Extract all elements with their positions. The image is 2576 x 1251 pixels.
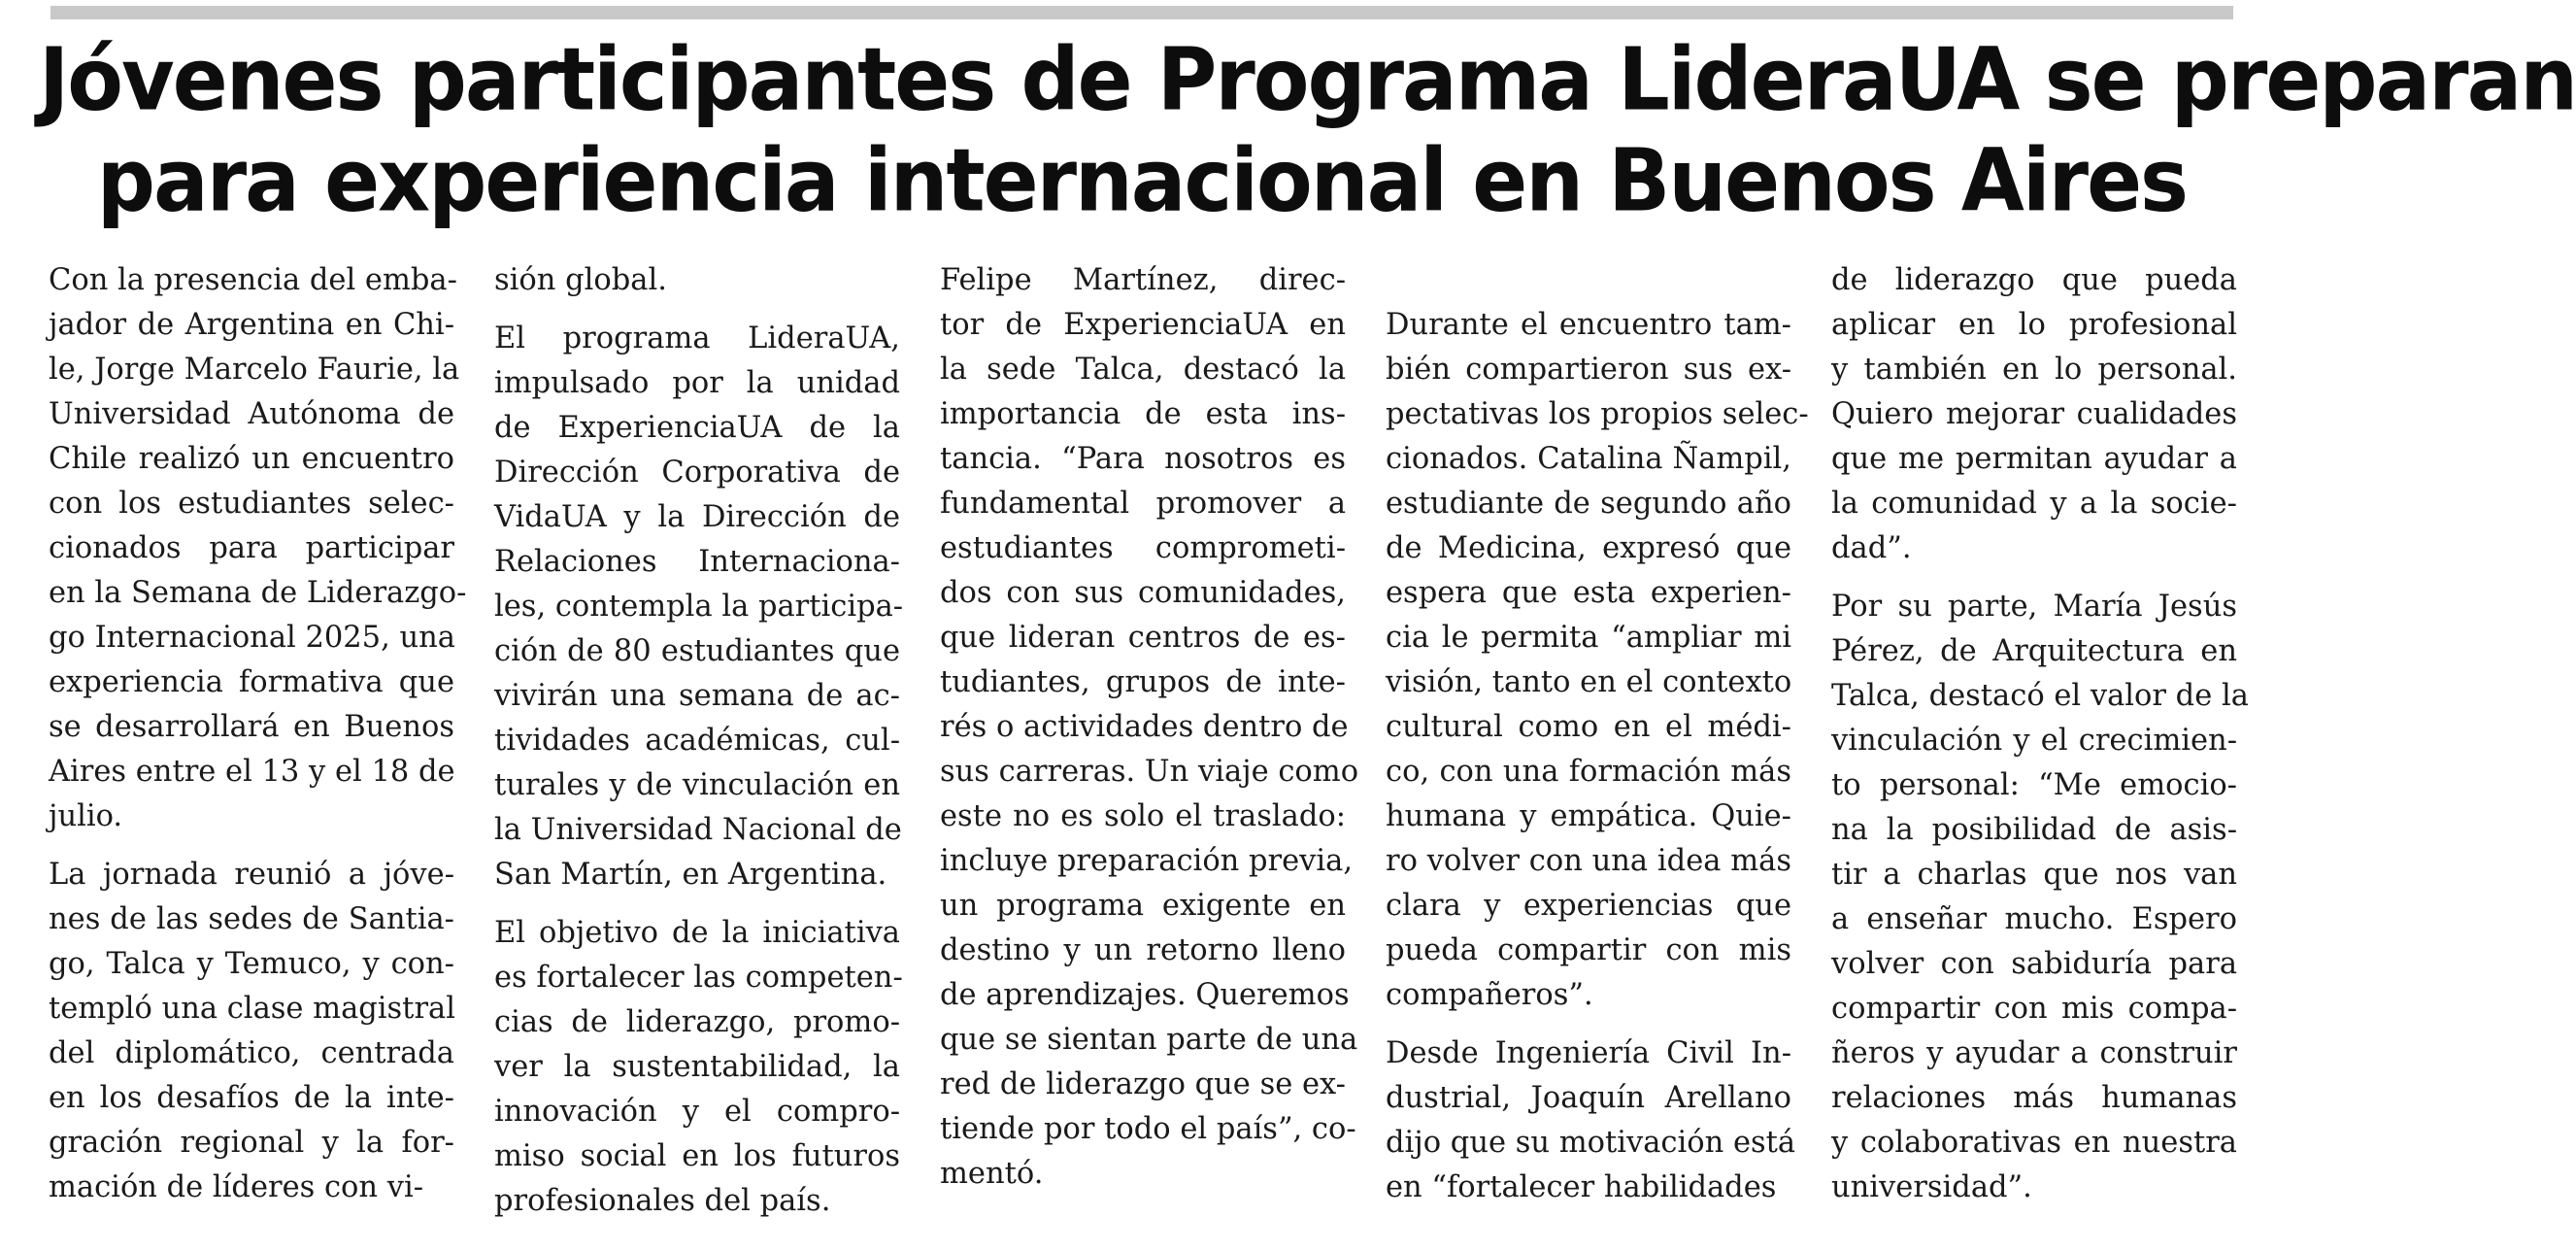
text-line: mación de líderes con vi- — [49, 1170, 424, 1204]
text-line: vivirán una semana de ac- — [494, 679, 900, 713]
paragraph-gap — [1831, 571, 2237, 585]
text-line: El objetivo de la iniciativa — [494, 916, 900, 950]
text-line: Chile realizó un encuentro — [49, 442, 454, 476]
text-line: sus carreras. Un viaje como — [940, 755, 1359, 789]
article-column-5 — [1831, 258, 2249, 1210]
text-line: tor de ExperienciaUA en — [940, 308, 1346, 342]
text-line: de Medicina, expresó que — [1386, 531, 1791, 565]
text-line: espera que esta experien- — [1386, 576, 1791, 610]
text-line: to personal: “Me emocio- — [1831, 768, 2237, 802]
text-line: a enseñar mucho. Espero — [1831, 902, 2237, 936]
paragraph — [49, 258, 467, 839]
text-line: Universidad Autónoma de — [49, 397, 454, 431]
text-line: con los estudiantes selec- — [49, 487, 454, 521]
text-line: la sede Talca, destacó la — [940, 353, 1346, 387]
text-line: VidaUA y la Dirección de — [494, 500, 900, 534]
paragraph — [940, 258, 1359, 1197]
text-line: en los desafíos de la inte- — [49, 1081, 454, 1115]
text-line: visión, tanto en el contexto — [1386, 665, 1792, 699]
text-line: que me permitan ayudar a — [1831, 442, 2237, 476]
text-line: de liderazgo que pueda — [1831, 263, 2237, 297]
text-line: julio. — [49, 799, 123, 833]
text-line: red de liderazgo que se ex- — [940, 1067, 1346, 1101]
text-line: Felipe Martínez, direc- — [940, 263, 1346, 297]
text-line: nes de las sedes de Santia- — [49, 902, 454, 936]
text-line: destino y un retorno lleno — [940, 933, 1346, 967]
text-line: fundamental promover a — [940, 487, 1346, 521]
text-line: na la posibilidad de asis- — [1831, 813, 2237, 847]
paragraph-gap — [494, 897, 900, 911]
text-line: vinculación y el crecimien- — [1831, 724, 2237, 758]
text-line: la comunidad y a la socie- — [1831, 487, 2237, 521]
text-line: ver la sustentabilidad, la — [494, 1050, 900, 1084]
text-line: de ExperienciaUA de la — [494, 411, 900, 445]
text-line: profesionales del país. — [494, 1184, 831, 1218]
text-line: Quiero mejorar cualidades — [1831, 397, 2237, 431]
text-line: importancia de esta ins- — [940, 397, 1346, 431]
text-line: este no es solo el traslado: — [940, 799, 1346, 833]
text-line: pectativas los propios selec- — [1386, 397, 1809, 431]
text-line: Por su parte, María Jesús — [1831, 590, 2237, 624]
text-line: compartir con mis compa- — [1831, 992, 2237, 1026]
text-line: cionados. Catalina Ñampil, — [1386, 442, 1791, 476]
text-line: en la Semana de Liderazgo- — [49, 576, 467, 610]
text-line: turales y de vinculación en — [494, 768, 900, 802]
text-line: dustrial, Joaquín Arellano — [1386, 1081, 1791, 1115]
text-line: dad”. — [1831, 531, 1912, 565]
text-line: bién compartieron sus ex- — [1386, 353, 1791, 387]
article-column-2 — [494, 258, 904, 1224]
text-line: cultural como en el médi- — [1386, 710, 1791, 744]
paragraph-gap — [494, 303, 900, 317]
text-line: go, Talca y Temuco, y con- — [49, 947, 454, 981]
text-line: ñeros y ayudar a construir — [1831, 1036, 2237, 1070]
paragraph — [49, 853, 454, 1210]
text-line: compañeros”. — [1386, 978, 1593, 1012]
text-line: de aprendizajes. Queremos — [940, 978, 1350, 1012]
paragraph — [1386, 303, 1809, 1018]
text-line: La jornada reunió a jóve- — [49, 858, 454, 892]
text-line: dos con sus comunidades, — [940, 576, 1346, 610]
top-rule — [50, 6, 2233, 19]
text-line: ción de 80 estudiantes que — [494, 634, 900, 668]
text-line: sión global. — [494, 263, 667, 297]
text-line: Desde Ingeniería Civil In- — [1386, 1036, 1791, 1070]
text-line: mentó. — [940, 1157, 1044, 1191]
paragraph — [494, 911, 903, 1224]
text-line: impulsado por la unidad — [494, 366, 900, 400]
text-line: Talca, destacó el valor de la — [1831, 679, 2249, 713]
text-line: cia le permita “ampliar mi — [1386, 621, 1791, 655]
text-line: y colaborativas en nuestra — [1831, 1126, 2237, 1160]
text-line: cias de liderazgo, promo- — [494, 1005, 900, 1039]
text-line: jador de Argentina en Chi- — [49, 308, 454, 342]
text-line: estudiante de segundo año — [1386, 487, 1791, 521]
text-line: incluye preparación previa, — [940, 844, 1354, 878]
text-line: Pérez, de Arquitectura en — [1831, 634, 2237, 668]
text-line: en “fortalecer habilidades — [1386, 1170, 1777, 1204]
text-line: tancia. “Para nosotros es — [940, 442, 1346, 476]
paragraph-gap — [49, 839, 454, 853]
paragraph — [494, 258, 900, 303]
text-line: Dirección Corporativa de — [494, 456, 900, 490]
text-line: tiende por todo el país”, co- — [940, 1112, 1356, 1146]
text-line: le, Jorge Marcelo Faurie, la — [49, 353, 460, 387]
text-line: relaciones más humanas — [1831, 1081, 2237, 1115]
text-line: clara y experiencias que — [1386, 889, 1791, 923]
text-line: Relaciones Internaciona- — [494, 545, 900, 579]
text-line: cionados para participar — [49, 531, 454, 565]
text-line: estudiantes comprometi- — [940, 531, 1346, 565]
paragraph — [494, 317, 904, 897]
article-column-3 — [940, 258, 1359, 1197]
column-top-gap — [1386, 258, 1791, 303]
text-line: Durante el encuentro tam- — [1386, 308, 1791, 342]
text-line: es fortalecer las competen- — [494, 961, 903, 995]
paragraph-gap — [1386, 1018, 1791, 1031]
text-line: go Internacional 2025, una — [49, 621, 455, 655]
text-line: universidad”. — [1831, 1170, 2032, 1204]
text-line: gración regional y la for- — [49, 1126, 454, 1160]
text-line: tir a charlas que nos van — [1831, 858, 2237, 892]
headline-line-1: Jóvenes participantes de Programa LideraUA se preparan — [39, 29, 2576, 130]
headline — [39, 29, 2576, 231]
text-line: tudiantes, grupos de inte- — [940, 665, 1346, 699]
text-line: dijo que su motivación está — [1386, 1126, 1796, 1160]
text-line: El programa LideraUA, — [494, 321, 900, 355]
paragraph — [1386, 1031, 1796, 1210]
article-column-4 — [1386, 258, 1809, 1210]
text-line: templó una clase magistral — [49, 992, 455, 1026]
text-line: y también en lo personal. — [1831, 353, 2237, 387]
text-line: se desarrollará en Buenos — [49, 710, 454, 744]
text-line: la Universidad Nacional de — [494, 813, 902, 847]
text-line: rés o actividades dentro de — [940, 710, 1349, 744]
text-line: miso social en los futuros — [494, 1139, 900, 1173]
text-line: San Martín, en Argentina. — [494, 858, 887, 892]
text-line: que se sientan parte de una — [940, 1023, 1358, 1057]
text-line: les, contempla la participa- — [494, 590, 904, 624]
text-line: Con la presencia del emba- — [49, 263, 457, 297]
paragraph — [1831, 258, 2237, 571]
text-line: Aires entre el 13 y el 18 de — [49, 755, 455, 789]
text-line: un programa exigente en — [940, 889, 1346, 923]
text-line: co, con una formación más — [1386, 755, 1791, 789]
text-line: innovación y el compro- — [494, 1095, 900, 1129]
text-line: experiencia formativa que — [49, 665, 454, 699]
text-line: humana y empática. Quie- — [1386, 799, 1791, 833]
text-line: aplicar en lo profesional — [1831, 308, 2237, 342]
article-column-1 — [49, 258, 467, 1210]
headline-line-2: para experiencia internacional en Buenos Aires — [96, 129, 2188, 231]
text-line: volver con sabiduría para — [1831, 947, 2237, 981]
text-line: que lideran centros de es- — [940, 621, 1346, 655]
paragraph — [1831, 585, 2249, 1210]
text-line: tividades académicas, cul- — [494, 724, 900, 758]
text-line: pueda compartir con mis — [1386, 933, 1791, 967]
text-line: ro volver con una idea más — [1386, 844, 1791, 878]
text-line: del diplomático, centrada — [49, 1036, 454, 1070]
